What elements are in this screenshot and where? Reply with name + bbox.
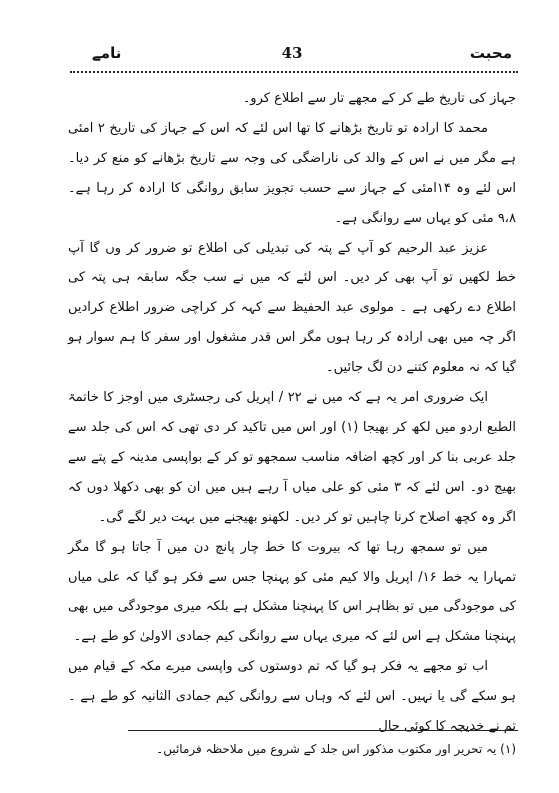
footnote-rule <box>128 730 518 731</box>
running-title-left: نامے <box>92 44 122 62</box>
running-head <box>72 44 512 68</box>
page-number: 43 <box>281 44 303 62</box>
paragraph: جہاز کی تاریخ طے کر کے مجھے تار سے اطلاع کرو۔ <box>242 91 516 106</box>
header-dotted-rule <box>70 71 518 73</box>
paragraph: اب تو مجھے یہ فکر ہو گیا کہ تم دوستوں کی واپسی میرے مکہ کے قیام میں ہو سکے گی یا نہیں۔ اس لئے کہ وہاں سے روانگی کیم جمادی الثانیہ کو طے ہے ۔ تم نے خدیجہ کا کوئی حال <box>68 659 516 735</box>
paragraph: ایک ضروری امر یہ ہے کہ میں نے ۲۲ / اپریل کی رجسٹری میں اوجز کا خاتمۃ الطبع اردو میں لکھ کر بھیجا (۱) اور اس میں تاکید کر دی تھی کہ اس کی جلد سے جلد عربی بنا کر اور کچھ اضافہ مناسب سمجھو تو کر کے بواپسی مدینہ کے پتے سے بھیج دو۔ اس لئے کہ ۳ مئی کو علی میاں آ رہے ہیں میں ان کو بھی دکھلا دوں کہ اگر وہ کچھ اصلاح کرنا چاہیں تو کر دیں۔ لکھنو بھیجنے میں بہت دیر لگے گی۔ <box>68 390 516 525</box>
footnote: (۱) یہ تحریر اور مکتوب مذکور اس جلد کے شروع میں ملاحظہ فرمائیں۔ <box>156 742 516 756</box>
running-title-right: محبت <box>469 44 512 62</box>
letter-body <box>68 84 516 742</box>
paragraph: محمد کا ارادہ تو تاریخ بڑھانے کا تھا اس لئے کہ اس کے جہاز کی تاریخ ۲ امئی ہے مگر میں نے اس کے والد کی ناراضگی کی وجہ سے تاریخ بڑھانے کو منع کر دیا۔ اس لئے وہ ۱۴امئی کے جہاز سے حسب تجویز سابق روانگی کا ارادہ کر رہا ہے۔ ۹،۸ مئی کو یہاں سے روانگی ہے۔ <box>68 120 516 226</box>
paragraph: میں تو سمجھ رہا تھا کہ بیروت کا خط چار پانچ دن میں آ جاتا ہو گا مگر تمہارا یہ خط ۱۶/ اپریل والا کیم مئی کو پہنچا جس سے فکر ہو گیا کہ علی میاں کی موجودگی میں تو بظاہر اس کا پہنچنا مشکل ہے بلکہ میری موجودگی میں بھی پہنچنا مشکل ہے اس لئے کہ میری یہاں سے روانگی کیم جمادی الاولیٰ کو طے ہے۔ <box>68 539 516 645</box>
paragraph: عزیز عبد الرحیم کو آپ کے پتہ کی تبدیلی کی اطلاع تو ضرور کر وں گا آپ خط لکھیں تو آپ بھی کر دیں۔ اس لئے کہ میں نے سب جگہ سابقہ ہی پتہ کی اطلاع دے رکھی ہے ۔ مولوی عبد الحفیظ سے کہہ کر کراچی ضرور اطلاع کرادیں اگر چہ میں بھی ارادہ کر رہا ہوں مگر اس قدر مشغول اور سفر کا ہم سوار ہو گیا کہ نہ معلوم کتنے دن لگ جائیں۔ <box>68 240 516 376</box>
